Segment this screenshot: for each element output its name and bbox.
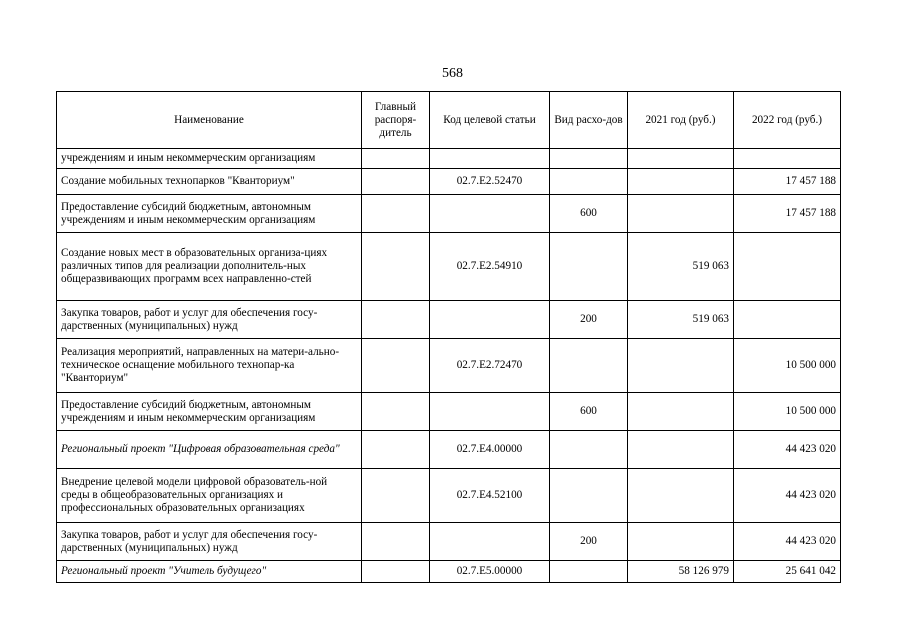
row-2022: 17 457 188 xyxy=(734,169,841,195)
row-manager xyxy=(362,469,430,523)
row-name: Предоставление субсидий бюджетным, автономным учреждениям и иным некоммерческим организациям xyxy=(57,393,362,431)
row-2021: 58 126 979 xyxy=(628,561,734,583)
row-2021 xyxy=(628,169,734,195)
row-2021 xyxy=(628,431,734,469)
row-expense-type xyxy=(550,233,628,301)
row-2021 xyxy=(628,339,734,393)
row-name: Региональный проект "Учитель будущего" xyxy=(57,561,362,583)
row-expense-type: 200 xyxy=(550,523,628,561)
row-code xyxy=(430,301,550,339)
row-expense-type xyxy=(550,149,628,169)
table-row xyxy=(57,149,841,169)
table-row xyxy=(57,523,841,561)
row-code: 02.7.E2.54910 xyxy=(430,233,550,301)
header-code: Код целевой статьи xyxy=(430,92,550,149)
row-expense-type xyxy=(550,431,628,469)
row-name: учреждениям и иным некоммерческим организациям xyxy=(57,149,362,169)
row-expense-type: 200 xyxy=(550,301,628,339)
row-name: Предоставление субсидий бюджетным, автономным учреждениям и иным некоммерческим организациям xyxy=(57,195,362,233)
row-code: 02.7.E4.00000 xyxy=(430,431,550,469)
row-manager xyxy=(362,169,430,195)
page-number: 568 xyxy=(442,66,463,81)
table-header-row xyxy=(57,92,841,149)
table-row xyxy=(57,469,841,523)
row-code xyxy=(430,393,550,431)
header-expense-type: Вид расхо-дов xyxy=(550,92,628,149)
row-expense-type xyxy=(550,469,628,523)
row-2022 xyxy=(734,233,841,301)
row-2021: 519 063 xyxy=(628,301,734,339)
row-manager xyxy=(362,233,430,301)
budget-table xyxy=(56,91,841,583)
row-code: 02.7.E5.00000 xyxy=(430,561,550,583)
row-2022: 44 423 020 xyxy=(734,523,841,561)
row-code xyxy=(430,195,550,233)
row-2021 xyxy=(628,195,734,233)
row-code xyxy=(430,149,550,169)
row-2021 xyxy=(628,393,734,431)
table-row xyxy=(57,561,841,583)
row-code: 02.7.E4.52100 xyxy=(430,469,550,523)
row-expense-type xyxy=(550,169,628,195)
table-row xyxy=(57,233,841,301)
row-expense-type: 600 xyxy=(550,393,628,431)
table-row xyxy=(57,169,841,195)
header-2021: 2021 год (руб.) xyxy=(628,92,734,149)
row-name: Внедрение целевой модели цифровой образователь-ной среды в общеобразовательных организациях и профессиональных образовательных организациях xyxy=(57,469,362,523)
row-2022: 17 457 188 xyxy=(734,195,841,233)
row-manager xyxy=(362,149,430,169)
table-row xyxy=(57,393,841,431)
row-2022: 10 500 000 xyxy=(734,339,841,393)
row-expense-type: 600 xyxy=(550,195,628,233)
row-2022: 25 641 042 xyxy=(734,561,841,583)
row-2022: 44 423 020 xyxy=(734,469,841,523)
row-2022: 44 423 020 xyxy=(734,431,841,469)
row-code xyxy=(430,523,550,561)
row-2022: 10 500 000 xyxy=(734,393,841,431)
row-name: Создание мобильных технопарков "Кванториум" xyxy=(57,169,362,195)
row-2022 xyxy=(734,149,841,169)
header-name: Наименование xyxy=(57,92,362,149)
table-row xyxy=(57,339,841,393)
row-expense-type xyxy=(550,339,628,393)
row-2021 xyxy=(628,523,734,561)
row-2021 xyxy=(628,149,734,169)
row-manager xyxy=(362,393,430,431)
table-row xyxy=(57,301,841,339)
row-code: 02.7.E2.52470 xyxy=(430,169,550,195)
row-code: 02.7.E2.72470 xyxy=(430,339,550,393)
row-name: Региональный проект "Цифровая образовательная среда" xyxy=(57,431,362,469)
row-2022 xyxy=(734,301,841,339)
row-2021 xyxy=(628,469,734,523)
header-2022: 2022 год (руб.) xyxy=(734,92,841,149)
row-name: Закупка товаров, работ и услуг для обеспечения госу-дарственных (муниципальных) нужд xyxy=(57,523,362,561)
row-name: Реализация мероприятий, направленных на матери-ально-техническое оснащение мобильного технопар-ка "Кванториум" xyxy=(57,339,362,393)
row-name: Создание новых мест в образовательных организа-циях различных типов для реализации дополнитель-ных общеразвивающих программ всех направленно-стей xyxy=(57,233,362,301)
row-manager xyxy=(362,561,430,583)
row-manager xyxy=(362,339,430,393)
row-manager xyxy=(362,523,430,561)
row-name: Закупка товаров, работ и услуг для обеспечения госу-дарственных (муниципальных) нужд xyxy=(57,301,362,339)
header-manager: Главный распоря-дитель xyxy=(362,92,430,149)
row-manager xyxy=(362,195,430,233)
row-expense-type xyxy=(550,561,628,583)
row-2021: 519 063 xyxy=(628,233,734,301)
row-manager xyxy=(362,301,430,339)
table-row xyxy=(57,431,841,469)
row-manager xyxy=(362,431,430,469)
table-row xyxy=(57,195,841,233)
